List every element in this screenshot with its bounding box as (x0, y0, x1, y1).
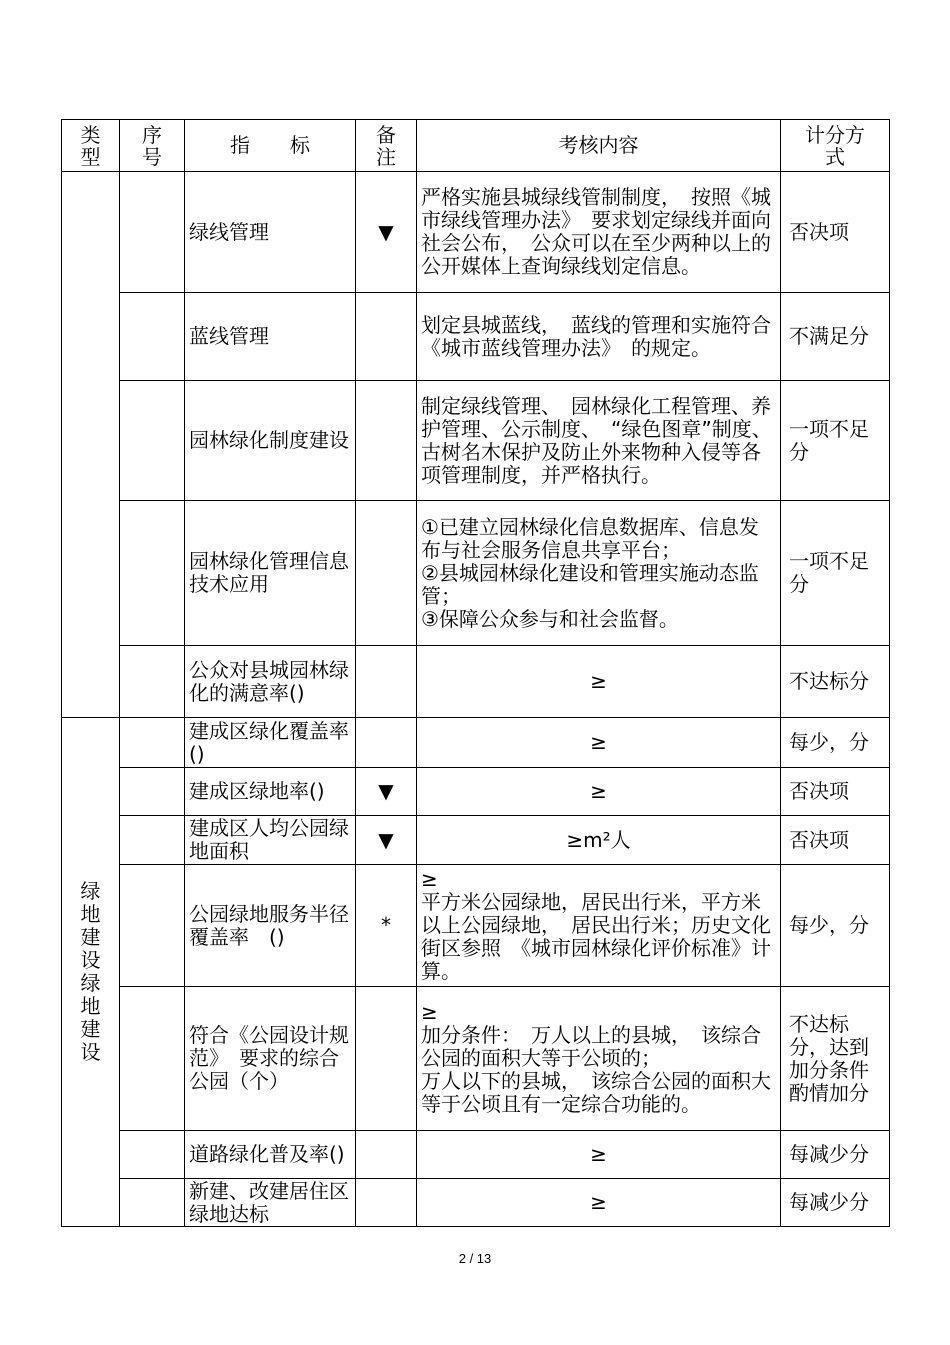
seq-cell (120, 816, 185, 865)
header-scoring: 计分方 式 (781, 120, 890, 172)
note-cell (356, 646, 417, 718)
seq-cell (120, 381, 185, 501)
note-cell (356, 1179, 417, 1227)
note-cell (356, 987, 417, 1131)
seq-cell (120, 646, 185, 718)
scoring-cell: 一项不足分 (781, 501, 890, 646)
table-row (62, 646, 890, 718)
note-cell (356, 381, 417, 501)
indicator-cell: 绿线管理 (185, 172, 356, 293)
veto-marker-icon: ▼ (356, 768, 417, 816)
seq-cell (120, 293, 185, 381)
seq-cell (120, 987, 185, 1131)
content-cell: ≥ (417, 646, 781, 718)
content-cell: ≥m²人 (417, 816, 781, 865)
content-cell: 划定县城蓝线， 蓝线的管理和实施符合《城市蓝线管理办法》 的规定。 (417, 293, 781, 381)
scoring-cell: 一项不足分 (781, 381, 890, 501)
content-cell: ≥ (417, 1179, 781, 1227)
table-row (62, 172, 890, 293)
indicator-cell: 道路绿化普及率() (185, 1131, 356, 1179)
table-row (62, 381, 890, 501)
table-header-row (62, 120, 890, 172)
table-row (62, 293, 890, 381)
scoring-cell: 每减少分 (781, 1131, 890, 1179)
table-row (62, 865, 890, 987)
content-cell: ≥ (417, 1131, 781, 1179)
scoring-cell: 不满足分 (781, 293, 890, 381)
asterisk-marker-icon: * (356, 865, 417, 987)
seq-cell (120, 1179, 185, 1227)
note-cell (356, 1131, 417, 1179)
scoring-cell: 否决项 (781, 816, 890, 865)
header-seq: 序 号 (120, 120, 185, 172)
table-row (62, 987, 890, 1131)
note-cell (356, 501, 417, 646)
page-number: 2 / 13 (458, 1251, 492, 1266)
indicator-cell: 符合《公园设计规范》 要求的综合公园（个） (185, 987, 356, 1131)
scoring-cell: 否决项 (781, 768, 890, 816)
header-indicator: 指 标 (185, 120, 356, 172)
table-row (62, 718, 890, 768)
seq-cell (120, 718, 185, 768)
indicator-cell: 新建、改建居住区绿地达标 (185, 1179, 356, 1227)
seq-cell (120, 1131, 185, 1179)
seq-cell (120, 768, 185, 816)
indicator-cell: 建成区绿化覆盖率() (185, 718, 356, 768)
content-cell: ≥ (417, 718, 781, 768)
table-row (62, 1131, 890, 1179)
content-cell: 严格实施县城绿线管制制度， 按照《城市绿线管理办法》 要求划定绿线并面向社会公布， 公众可以在至少两种以上的公开媒体上查询绿线划定信息。 (417, 172, 781, 293)
category-label: 绿 地 建 设 绿 地 建 设 (62, 718, 120, 1227)
seq-cell (120, 501, 185, 646)
assessment-table (61, 119, 890, 1227)
content-cell: ≥ 平方米公园绿地，居民出行米，平方米以上公园绿地， 居民出行米；历史文化街区参照 《城市园林绿化评价标准》计算。 (417, 865, 781, 987)
header-content: 考核内容 (417, 120, 781, 172)
seq-cell (120, 172, 185, 293)
indicator-cell: 公园绿地服务半径覆盖率 () (185, 865, 356, 987)
note-cell (356, 718, 417, 768)
table-row (62, 768, 890, 816)
indicator-cell: 公众对县城园林绿化的满意率() (185, 646, 356, 718)
indicator-cell: 建成区绿地率() (185, 768, 356, 816)
table-row (62, 816, 890, 865)
indicator-cell: 园林绿化管理信息技术应用 (185, 501, 356, 646)
veto-marker-icon: ▼ (356, 172, 417, 293)
indicator-cell: 园林绿化制度建设 (185, 381, 356, 501)
note-cell (356, 293, 417, 381)
header-note: 备 注 (356, 120, 417, 172)
scoring-cell: 每减少分 (781, 1179, 890, 1227)
veto-marker-icon: ▼ (356, 816, 417, 865)
seq-cell (120, 865, 185, 987)
scoring-cell: 每少，分 (781, 718, 890, 768)
header-type: 类 型 (62, 120, 120, 172)
table-row (62, 501, 890, 646)
table-row (62, 1179, 890, 1227)
scoring-cell: 不达标分 (781, 646, 890, 718)
content-cell: ≥ 加分条件： 万人以上的县城， 该综合公园的面积大等于公顷的； 万人以下的县城， 该综合公园的面积大等于公顷且有一定综合功能的。 (417, 987, 781, 1131)
content-cell: ①已建立园林绿化信息数据库、信息发布与社会服务信息共享平台； ②县城园林绿化建设和管理实施动态监管； ③保障公众参与和社会监督。 (417, 501, 781, 646)
scoring-cell: 否决项 (781, 172, 890, 293)
indicator-cell: 蓝线管理 (185, 293, 356, 381)
type-cell-empty (62, 172, 120, 718)
content-cell: 制定绿线管理、 园林绿化工程管理、养护管理、公示制度、 “绿色图章”制度、古树名木保护及防止外来物种入侵等各项管理制度，并严格执行。 (417, 381, 781, 501)
content-cell: ≥ (417, 768, 781, 816)
indicator-cell: 建成区人均公园绿地面积 (185, 816, 356, 865)
scoring-cell: 每少，分 (781, 865, 890, 987)
scoring-cell: 不达标分，达到加分条件酌情加分 (781, 987, 890, 1131)
